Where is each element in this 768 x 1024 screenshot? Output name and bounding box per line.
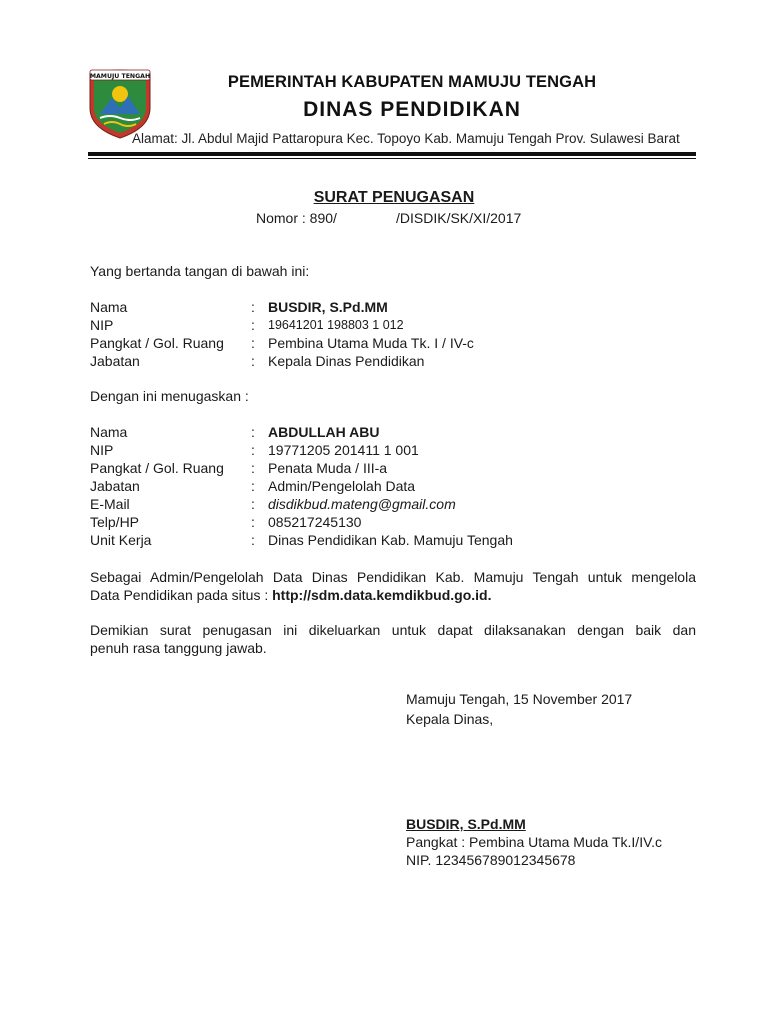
assignee-label-email: E-Mail	[90, 496, 130, 512]
document-number-suffix: /DISDIK/SK/XI/2017	[396, 210, 522, 226]
signatory-label-name: Nama	[90, 299, 128, 315]
agency-title: DINAS PENDIDIKAN	[303, 98, 521, 121]
logo-text: MAMUJU TENGAH	[89, 73, 151, 80]
colon: :	[251, 460, 255, 476]
purpose-paragraph	[90, 568, 696, 604]
signature-name: BUSDIR, S.Pd.MM	[406, 816, 526, 832]
colon: :	[251, 335, 255, 351]
assignee-value-phone: 085217245130	[268, 514, 362, 530]
assignee-value-email[interactable]: disdikbud.mateng@gmail.com	[268, 496, 456, 512]
signatory-label-nip: NIP	[90, 317, 114, 333]
signatory-value-rank: Pembina Utama Muda Tk. I / IV-c	[268, 335, 474, 351]
colon: :	[251, 532, 255, 548]
document-number	[256, 210, 521, 226]
colon: :	[251, 514, 255, 530]
signature-place-date: Mamuju Tengah, 15 November 2017	[406, 691, 633, 707]
website-link[interactable]: http://sdm.data.kemdikbud.go.id.	[272, 587, 492, 603]
assignee-value-nip: 19771205 201411 1 001	[268, 442, 419, 458]
colon: :	[251, 424, 255, 440]
purpose-line-2-text: Data Pendidikan pada situs :	[90, 587, 273, 603]
document-title: SURAT PENUGASAN	[313, 189, 475, 206]
colon: :	[251, 442, 255, 458]
assignee-label-nip: NIP	[90, 442, 114, 458]
assignee-label-rank: Pangkat / Gol. Ruang	[90, 460, 224, 476]
assign-intro-text: Dengan ini menugaskan :	[90, 388, 249, 404]
colon: :	[251, 317, 255, 333]
purpose-line-2	[90, 586, 696, 604]
assignee-value-name: ABDULLAH ABU	[268, 424, 380, 440]
closing-line-2: penuh rasa tanggung jawab.	[90, 640, 267, 656]
closing-paragraph	[90, 621, 696, 657]
signatory-label-rank: Pangkat / Gol. Ruang	[90, 335, 224, 351]
assignee-value-position: Admin/Pengelolah Data	[268, 478, 416, 494]
signatory-label-position: Jabatan	[90, 353, 140, 369]
signatory-value-name: BUSDIR, S.Pd.MM	[268, 299, 388, 315]
colon: :	[251, 299, 255, 315]
assignee-label-position: Jabatan	[90, 478, 140, 494]
purpose-line-1: Sebagai Admin/Pengelolah Data Dinas Pendidikan Kab. Mamuju Tengah untuk mengelola	[90, 569, 696, 585]
government-title: PEMERINTAH KABUPATEN MAMUJU TENGAH	[227, 73, 597, 91]
signature-rank: Pangkat : Pembina Utama Muda Tk.I/IV.c	[406, 834, 663, 850]
agency-address: Alamat: Jl. Abdul Majid Pattaropura Kec. Topoyo Kab. Mamuju Tengah Prov. Sulawesi Barat	[132, 131, 680, 146]
colon: :	[251, 353, 255, 369]
regency-emblem-logo	[84, 64, 156, 140]
colon: :	[251, 496, 255, 512]
colon: :	[251, 478, 255, 494]
assignee-value-unit: Dinas Pendidikan Kab. Mamuju Tengah	[268, 532, 513, 548]
signatory-value-position: Kepala Dinas Pendidikan	[268, 353, 425, 369]
assignee-value-rank: Penata Muda / III-a	[268, 460, 388, 476]
letterhead-rule-thin	[88, 158, 696, 159]
assignee-label-name: Nama	[90, 424, 128, 440]
intro-text: Yang bertanda tangan di bawah ini:	[90, 263, 310, 279]
document-number-prefix: Nomor : 890/	[256, 210, 337, 226]
signature-nip: NIP. 123456789012345678	[406, 852, 576, 868]
assignee-label-unit: Unit Kerja	[90, 532, 152, 548]
letterhead-rule-thick	[88, 152, 696, 156]
signature-position: Kepala Dinas,	[406, 711, 494, 727]
assignee-label-phone: Telp/HP	[90, 514, 140, 530]
closing-line-1: Demikian surat penugasan ini dikeluarkan untuk dapat dilaksanakan dengan baik dan	[90, 622, 696, 638]
signatory-value-nip: 19641201 198803 1 012	[268, 318, 404, 332]
